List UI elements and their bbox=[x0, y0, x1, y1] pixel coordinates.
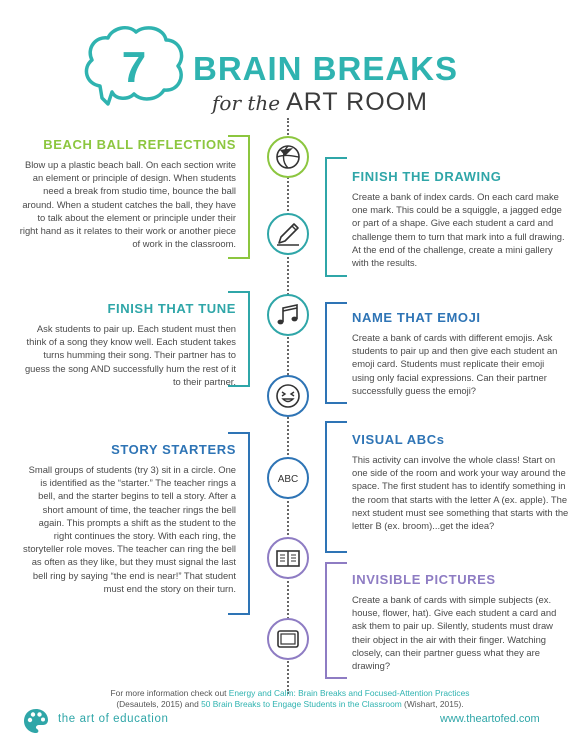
section-title: VISUAL ABCs bbox=[352, 432, 445, 447]
book-icon bbox=[267, 537, 309, 579]
section-body: Ask students to pair up. Each student must then think of a song they know well. Each student takes turns humming their song. Their partner has to guess the song AND successfully hum the rest of it to their partner. bbox=[24, 323, 236, 387]
brain-number: 7 bbox=[121, 43, 147, 92]
section-body: Create a bank of index cards. On each card make one mark. This could be a squiggle, a jagged edge or part of a shape. Give each student a card and challenge them to turn that mark into a full drawing. At the end of the challenge, create a mini gallery with the results. bbox=[352, 191, 565, 269]
picture-frame-icon bbox=[267, 618, 309, 660]
section-title: BEACH BALL REFLECTIONS bbox=[43, 137, 236, 152]
footer-note bbox=[60, 688, 520, 710]
subtitle-main: ART ROOM bbox=[286, 88, 428, 116]
section-title: FINISH THE DRAWING bbox=[352, 169, 502, 184]
section-body: This activity can involve the whole class! Start on one side of the room and work your way around the space. The first student has to identify something in the room that starts with the letter A (ex. apple). The next student must see something that starts with the letter B (ex. broom)...get the idea? bbox=[352, 454, 569, 532]
section-visual-abcs bbox=[338, 432, 570, 532]
music-notes-icon bbox=[267, 294, 309, 336]
footer-note-suffix: (Wishart, 2015). bbox=[401, 699, 464, 709]
abc-icon-text: ABC bbox=[277, 474, 299, 485]
page-title: BRAIN BREAKS bbox=[193, 50, 459, 87]
emoji-face-icon bbox=[267, 375, 309, 417]
footer-note-prefix: For more information check out bbox=[110, 688, 229, 698]
abc-icon bbox=[267, 457, 309, 499]
section-finish-that-tune bbox=[22, 301, 250, 388]
section-title: INVISIBLE PICTURES bbox=[352, 572, 496, 587]
brain-logo-icon bbox=[80, 24, 188, 110]
section-body: Small groups of students (try 3) sit in a circle. One is identified as the “starter.” The teacher rings a bell, and the starter begins to tell a story. After a short amount of time, the teacher rings the bell again. This prompts a shift as the student to the right continues the story. With each ring, the storyteller role moves. The teacher can ring the bell as often as they like, but they must signal the last bell ring by saying “the end is near!” That student must end the story on their turn. bbox=[23, 464, 236, 594]
page-subtitle bbox=[212, 88, 428, 117]
section-beach-ball-reflections bbox=[18, 137, 250, 250]
section-title: FINISH THAT TUNE bbox=[107, 301, 236, 316]
pencil-icon bbox=[267, 213, 309, 255]
footer-link-50-brain-breaks[interactable]: 50 Brain Breaks to Engage Students in the Classroom bbox=[201, 699, 402, 709]
section-story-starters bbox=[22, 442, 250, 595]
section-invisible-pictures bbox=[338, 572, 570, 672]
section-body: Create a bank of cards with simple subjects (ex. house, flower, hat). Give each student a card and ask them to pair up. Silently, students must draw their object in the air with their finger. Watching closely, can their partner guess what they are drawing? bbox=[352, 594, 557, 672]
section-title: STORY STARTERS bbox=[111, 442, 236, 457]
footer-note-mid: (Desautels, 2015) and bbox=[116, 699, 202, 709]
section-title: NAME THAT EMOJI bbox=[352, 310, 481, 325]
section-body: Create a bank of cards with different emojis. Ask students to pair up and then give each student an emoji card. Students must replicate their emoji using only facial expressions. Can their partner successfully guess the emoji? bbox=[352, 332, 558, 396]
subtitle-script: for the bbox=[212, 91, 281, 115]
footer-url-link[interactable]: www.theartofed.com bbox=[440, 713, 540, 725]
footer-brand: the art of education bbox=[58, 713, 169, 725]
beach-ball-icon bbox=[267, 136, 309, 178]
art-of-education-logo-icon bbox=[22, 707, 50, 735]
section-name-that-emoji bbox=[338, 310, 568, 397]
footer-link-energy-and-calm[interactable]: Energy and Calm: Brain Breaks and Focused-Attention Practices bbox=[228, 688, 470, 698]
section-body: Blow up a plastic beach ball. On each section write an element or principle of design. When students need a break from studio time, bounce the ball around. When a student catches the ball, they have to talk about the element or principle under their right hand as it relates to their work or another piece of work in the classroom. bbox=[19, 159, 236, 250]
section-finish-the-drawing bbox=[338, 169, 568, 269]
